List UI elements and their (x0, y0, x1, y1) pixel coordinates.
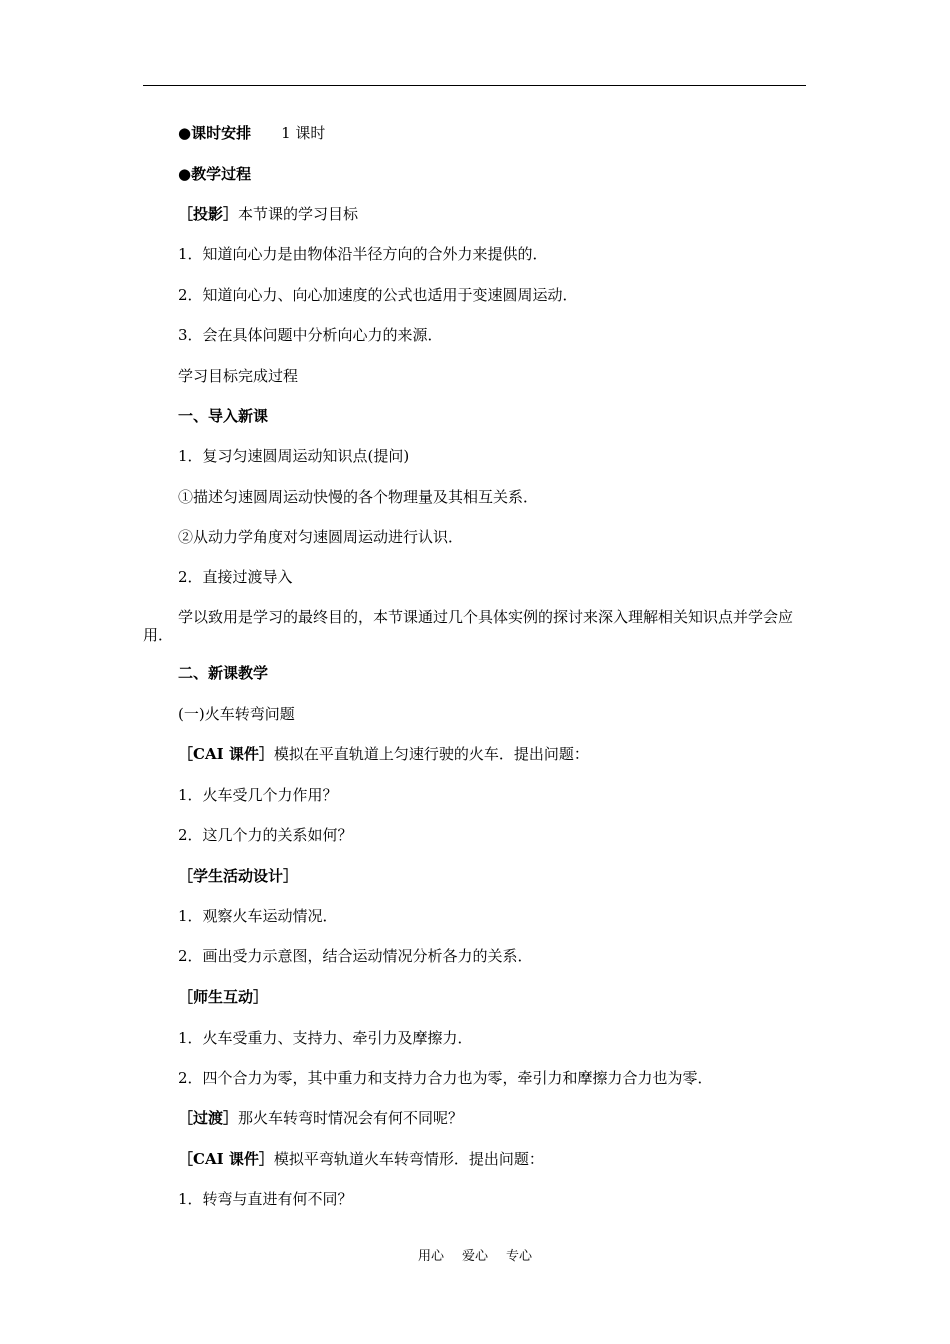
schedule-line (178, 124, 325, 142)
footer-word: 用心 (417, 1249, 444, 1264)
footer-word: 专心 (506, 1249, 533, 1264)
projection-line (178, 205, 358, 223)
intro-paragraph: 学以致用是学习的最终目的，本节课通过几个具体实例的探讨来深入理解相关知识点并学会应用． (143, 608, 794, 644)
section2-subheading: (一)火车转弯问题 (178, 705, 295, 723)
transition-line (178, 1109, 463, 1127)
goals-process: 学习目标完成过程 (178, 367, 299, 385)
section1-subitem: ②从动力学角度对匀速圆周运动进行认识． (178, 528, 464, 546)
projection-tag: ［投影］ (178, 205, 239, 223)
question-item: 2．这几个力的关系如何？ (178, 826, 353, 844)
footer-word: 爱心 (461, 1249, 488, 1264)
section1-subitem: ①描述匀速圆周运动快慢的各个物理量及其相互关系． (178, 488, 539, 506)
process-heading: ●教学过程 (178, 165, 252, 183)
schedule-label: ●课时安排 (178, 124, 252, 142)
section1-heading: 一、导入新课 (178, 407, 269, 425)
student-activity-heading: ［学生活动设计］ (178, 867, 299, 885)
section1-item: 2．直接过渡导入 (178, 568, 293, 586)
cai-tag: ［CAI 课件］ (178, 1150, 274, 1168)
page-footer (0, 1249, 950, 1265)
projection-text: 本节课的学习目标 (238, 205, 359, 223)
interaction-heading: ［师生互动］ (178, 988, 269, 1006)
transition-text: 那火车转弯时情况会有何不同呢？ (238, 1109, 464, 1127)
cai-line (178, 745, 589, 763)
header-rule (143, 85, 806, 86)
cai-text: 模拟平弯轨道火车转弯情形．提出问题： (273, 1150, 544, 1168)
cai-tag: ［CAI 课件］ (178, 745, 274, 763)
question-item: 1．转弯与直进有何不同？ (178, 1190, 353, 1208)
goal-item: 1．知道向心力是由物体沿半径方向的合外力来提供的． (178, 245, 548, 263)
section2-heading: 二、新课教学 (178, 664, 269, 682)
cai-text: 模拟在平直轨道上匀速行驶的火车．提出问题： (273, 745, 589, 763)
activity-item: 1．观察火车运动情况． (178, 907, 338, 925)
interaction-item: 1．火车受重力、支持力、牵引力及摩擦力． (178, 1029, 473, 1047)
cai-line (178, 1150, 544, 1168)
goal-item: 3．会在具体问题中分析向心力的来源． (178, 326, 443, 344)
section1-item: 1．复习匀速圆周运动知识点(提问) (178, 447, 410, 465)
schedule-value: 1 课时 (281, 124, 326, 142)
question-item: 1．火车受几个力作用？ (178, 786, 338, 804)
activity-item: 2．画出受力示意图，结合运动情况分析各力的关系． (178, 947, 533, 965)
interaction-item: 2．四个合力为零，其中重力和支持力合力也为零，牵引力和摩擦力合力也为零． (178, 1069, 713, 1087)
transition-tag: ［过渡］ (178, 1109, 239, 1127)
goal-item: 2．知道向心力、向心加速度的公式也适用于变速圆周运动． (178, 286, 578, 304)
